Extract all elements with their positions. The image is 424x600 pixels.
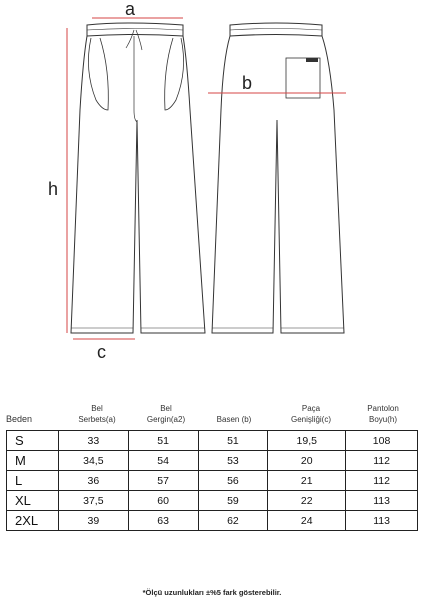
table-cell: 62 <box>198 511 268 531</box>
table-cell: 34,5 <box>58 451 128 471</box>
header-pantolon-boyu: Pantolon Boyu(h) <box>367 404 399 424</box>
measure-label-h: h <box>48 179 59 199</box>
header-bel-serbest: Bel Serbets(a) <box>78 404 116 424</box>
header-paca: Paça Genişliği(c) <box>290 404 331 424</box>
measure-label-b: b <box>242 73 253 93</box>
table-cell: 22 <box>268 491 346 511</box>
size-cell: 2XL <box>7 511 59 531</box>
footnote: *Ölçü uzunlukları ±%5 fark gösterebilir. <box>142 588 282 597</box>
table-cell: 112 <box>346 451 418 471</box>
table-row <box>7 491 418 511</box>
table-cell: 19,5 <box>268 431 346 451</box>
table-cell: 51 <box>198 431 268 451</box>
size-chart-header <box>6 383 418 429</box>
front-view <box>71 23 205 333</box>
header-basen: Basen (b) <box>216 415 252 424</box>
table-row <box>7 471 418 491</box>
table-cell: 51 <box>128 431 198 451</box>
measure-label-c: c <box>97 342 106 362</box>
back-view <box>212 23 344 333</box>
size-cell: L <box>7 471 59 491</box>
table-cell: 108 <box>346 431 418 451</box>
table-cell: 56 <box>198 471 268 491</box>
header-bel-gergin: Bel Gergin(a2) <box>146 404 186 424</box>
size-cell: M <box>7 451 59 471</box>
table-row <box>7 511 418 531</box>
table-cell: 59 <box>198 491 268 511</box>
table-cell: 21 <box>268 471 346 491</box>
table-cell: 113 <box>346 491 418 511</box>
table-row <box>7 431 418 451</box>
table-cell: 57 <box>128 471 198 491</box>
table-cell: 24 <box>268 511 346 531</box>
table-cell: 39 <box>58 511 128 531</box>
table-cell: 37,5 <box>58 491 128 511</box>
table-cell: 33 <box>58 431 128 451</box>
table-cell: 53 <box>198 451 268 471</box>
table-cell: 54 <box>128 451 198 471</box>
size-chart <box>6 383 418 528</box>
size-cell: XL <box>7 491 59 511</box>
table-cell: 63 <box>128 511 198 531</box>
measure-label-a: a <box>125 0 136 19</box>
size-table <box>6 430 418 531</box>
table-cell: 112 <box>346 471 418 491</box>
header-beden: Beden <box>6 414 33 424</box>
table-row <box>7 451 418 471</box>
table-cell: 20 <box>268 451 346 471</box>
size-cell: S <box>7 431 59 451</box>
table-cell: 60 <box>128 491 198 511</box>
table-cell: 36 <box>58 471 128 491</box>
table-cell: 113 <box>346 511 418 531</box>
